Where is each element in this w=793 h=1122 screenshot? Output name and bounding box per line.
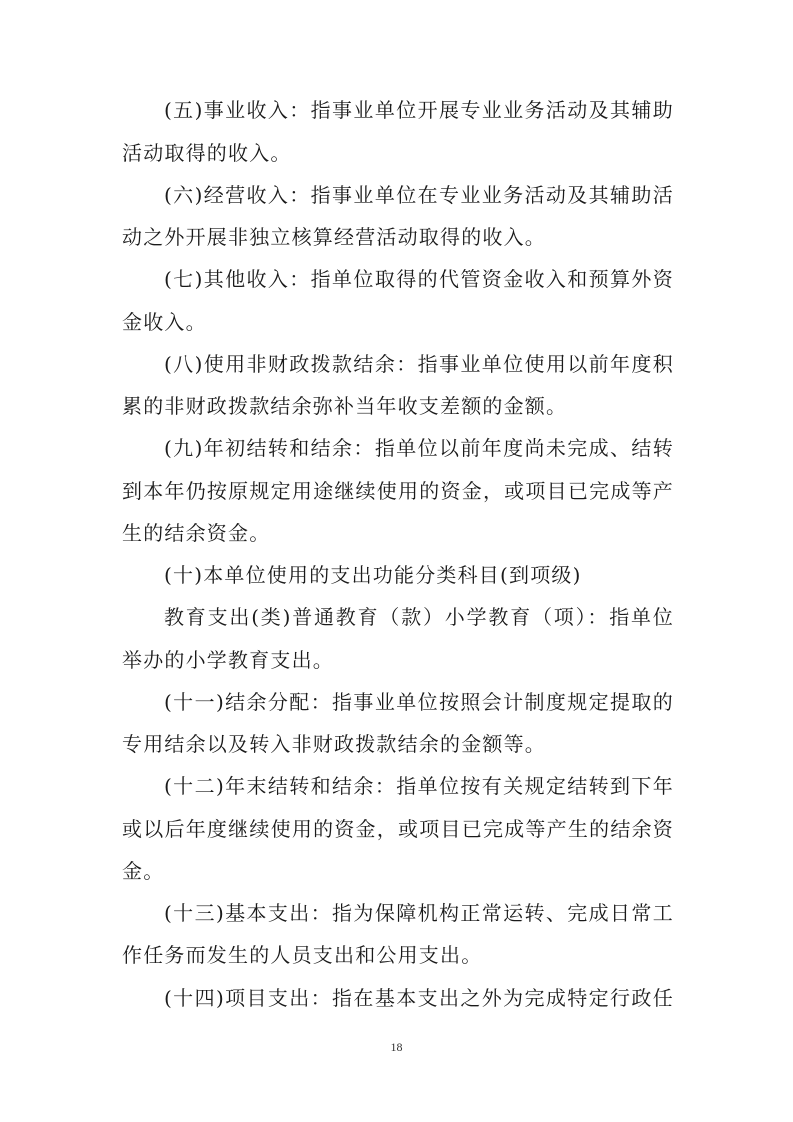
paragraph-line: (十四)项目支出：指在基本支出之外为完成特定行政任 bbox=[164, 986, 674, 1010]
paragraph-line: 到本年仍按原规定用途继续使用的资金，或项目已完成等产 bbox=[122, 479, 674, 503]
paragraph-line: (十)本单位使用的支出功能分类科目(到项级) bbox=[164, 563, 582, 587]
paragraph-line: (九)年初结转和结余：指单位以前年度尚未完成、结转 bbox=[164, 436, 674, 460]
paragraph-line: (十三)基本支出：指为保障机构正常运转、完成日常工 bbox=[164, 901, 674, 925]
paragraph-line: (十一)结余分配：指事业单位按照会计制度规定提取的 bbox=[164, 690, 674, 714]
paragraph-line: (八)使用非财政拨款结余：指事业单位使用以前年度积 bbox=[164, 352, 674, 376]
paragraph-line: 专用结余以及转入非财政拨款结余的金额等。 bbox=[122, 732, 546, 756]
paragraph-line: 生的结余资金。 bbox=[122, 521, 271, 545]
paragraph-line: (七)其他收入：指单位取得的代管资金收入和预算外资 bbox=[164, 267, 674, 291]
paragraph-line: 累的非财政拨款结余弥补当年收支差额的金额。 bbox=[122, 394, 568, 418]
paragraph-line: 金收入。 bbox=[122, 310, 207, 334]
paragraph-line: 金。 bbox=[122, 859, 165, 883]
paragraph-line: 或以后年度继续使用的资金，或项目已完成等产生的结余资 bbox=[122, 817, 674, 841]
paragraph-line: 作任务而发生的人员支出和公用支出。 bbox=[122, 943, 483, 967]
paragraph-line: 教育支出(类)普通教育（款）小学教育（项）：指单位 bbox=[164, 605, 674, 629]
paragraph-line: 举办的小学教育支出。 bbox=[122, 648, 334, 672]
paragraph-line: 动之外开展非独立核算经营活动取得的收入。 bbox=[122, 225, 546, 249]
paragraph-line: (十二)年末结转和结余：指单位按有关规定结转到下年 bbox=[164, 774, 674, 798]
paragraph-line: (六)经营收入：指事业单位在专业业务活动及其辅助活 bbox=[164, 183, 674, 207]
paragraph-line: 活动取得的收入。 bbox=[122, 141, 292, 165]
paragraph-line: (五)事业收入：指事业单位开展专业业务活动及其辅助 bbox=[164, 98, 674, 122]
page-number: 18 bbox=[390, 1040, 403, 1054]
